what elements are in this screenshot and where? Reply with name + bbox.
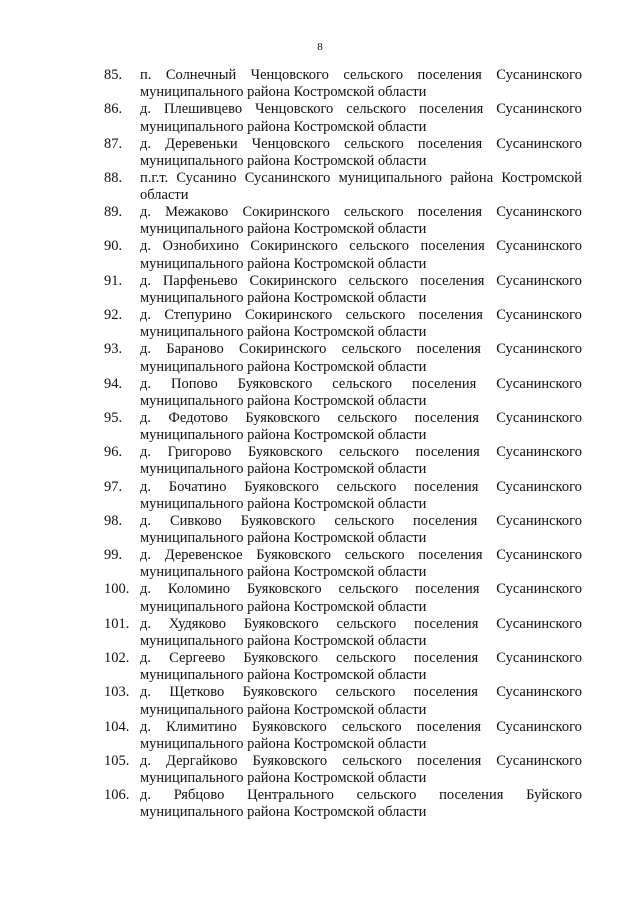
item-text-line-2: муниципального района Костромской области: [140, 701, 427, 718]
item-text-line-1: [140, 513, 582, 530]
word: Федотово: [168, 409, 228, 426]
item-text: [140, 616, 582, 650]
item-text-line-2: муниципального района Костромской области: [140, 530, 427, 547]
item-text-line-1: [140, 650, 582, 667]
item-text-line-2: муниципального района Костромской области: [140, 804, 427, 821]
list-item: [104, 101, 582, 135]
item-number: 94.: [104, 375, 123, 392]
word: Щетково: [169, 684, 225, 701]
item-text-line-1: [140, 479, 582, 496]
item-text: [140, 307, 582, 341]
word: Сусанинского: [496, 375, 582, 392]
word: Буяковского: [240, 512, 316, 529]
item-text-line-2: муниципального района Костромской области: [140, 289, 427, 306]
item-number: 104.: [104, 718, 130, 735]
word: Сусанинского: [496, 238, 582, 255]
list-item: [104, 204, 582, 238]
item-text-line-2: муниципального района Костромской области: [140, 221, 427, 238]
word: Сокиринского: [244, 307, 333, 324]
word: п.г.т.: [140, 169, 169, 186]
word: поселения: [417, 204, 483, 221]
item-text-line-1: [140, 273, 582, 290]
item-text-line-2: муниципального района Костромской области: [140, 667, 427, 684]
list-item: [104, 753, 582, 787]
list-item: [104, 136, 582, 170]
item-text-line-1: [140, 581, 582, 598]
word: д.: [140, 650, 152, 667]
word: Деревеньки: [165, 135, 238, 152]
item-text: [140, 341, 582, 375]
word: д.: [140, 512, 152, 529]
word: муниципального: [338, 169, 443, 186]
word: поселения: [413, 684, 478, 701]
word: Сусанинского: [496, 478, 582, 495]
item-text-line-2: муниципального района Костромской области: [140, 255, 427, 272]
item-text: [140, 410, 582, 444]
word: д.: [140, 684, 152, 701]
item-number: 88.: [104, 169, 123, 186]
item-text: [140, 547, 582, 581]
word: поселения: [420, 272, 485, 289]
word: поселения: [417, 67, 482, 83]
word: поселения: [418, 307, 483, 324]
word: Буяковского: [243, 650, 319, 667]
item-text: [140, 513, 582, 547]
page-number: 8: [317, 41, 323, 53]
word: поселения: [418, 101, 484, 118]
item-text-line-1: [140, 170, 582, 187]
word: Буяковского: [247, 444, 323, 461]
word: д.: [140, 101, 152, 118]
item-number: 87.: [104, 135, 123, 152]
item-number: 85.: [104, 67, 123, 83]
word: сельского: [345, 307, 406, 324]
item-text: [140, 67, 582, 101]
list-item: [104, 273, 582, 307]
item-text-line-1: [140, 67, 582, 84]
word: сельского: [348, 272, 409, 289]
item-text-line-2: муниципального района Костромской области: [140, 392, 427, 409]
item-text-line-2: муниципального района Костромской области: [140, 461, 427, 478]
item-text: [140, 238, 582, 272]
word: Коломино: [167, 581, 231, 598]
item-number: 99.: [104, 547, 123, 564]
word: поселения: [420, 238, 485, 255]
item-number: 97.: [104, 478, 123, 495]
item-number: 101.: [104, 615, 130, 632]
word: Сусанинского: [496, 272, 582, 289]
word: Степурино: [164, 307, 232, 324]
item-text: [140, 719, 582, 753]
word: д.: [140, 135, 152, 152]
word: д.: [140, 547, 152, 564]
item-text-line-2: муниципального района Костромской области: [140, 495, 427, 512]
item-number: 106.: [104, 787, 130, 804]
word: Попово: [170, 375, 218, 392]
word: поселения: [411, 375, 477, 392]
word: сельского: [336, 615, 397, 632]
word: Сокиринского: [239, 341, 327, 358]
item-number: 103.: [104, 684, 130, 701]
word: Сусанинского: [244, 169, 331, 186]
word: Буяковского: [242, 684, 318, 701]
word: сельского: [349, 238, 409, 255]
word: Сусанинского: [496, 752, 582, 769]
list-item: [104, 479, 582, 513]
item-text-line-2: муниципального района Костромской области: [140, 632, 427, 649]
word: Сусанинского: [496, 204, 582, 221]
word: поселения: [413, 512, 478, 529]
item-number: 91.: [104, 272, 123, 289]
item-text: [140, 204, 582, 238]
item-text-line-1: [140, 204, 582, 221]
word: сельского: [346, 101, 406, 118]
word: Бараново: [166, 341, 224, 358]
list-item: [104, 238, 582, 272]
word: сельского: [344, 135, 404, 152]
list-item: [104, 376, 582, 410]
word: Буяковского: [252, 752, 328, 769]
item-number: 105.: [104, 752, 130, 769]
list-item: [104, 547, 582, 581]
word: Межаково: [165, 204, 229, 221]
word: д.: [140, 341, 152, 358]
word: Сусанинского: [496, 718, 582, 735]
word: Сокиринского: [250, 238, 338, 255]
word: Ознобихино: [162, 238, 239, 255]
word: Сусанинского: [496, 341, 582, 358]
word: поселения: [417, 135, 483, 152]
word: Ченцовского: [250, 67, 329, 83]
item-text: [140, 101, 582, 135]
word: Солнечный: [165, 67, 237, 83]
word: сельского: [342, 752, 402, 769]
list-item: [104, 650, 582, 684]
word: д.: [140, 409, 152, 426]
word: Буяковского: [237, 375, 313, 392]
word: Парфеньево: [162, 272, 238, 289]
word: Сусанино: [176, 169, 237, 186]
word: Сусанинского: [496, 615, 582, 632]
word: д.: [140, 375, 152, 392]
item-number: 89.: [104, 204, 123, 221]
word: д.: [140, 204, 152, 221]
item-text-line-2: муниципального района Костромской области: [140, 358, 427, 375]
word: сельского: [339, 444, 399, 461]
word: Сусанинского: [496, 409, 582, 426]
item-text-line-2: муниципального района Костромской области: [140, 735, 427, 752]
word: поселения: [415, 581, 480, 598]
item-text: [140, 136, 582, 170]
item-text: [140, 273, 582, 307]
item-number: 98.: [104, 512, 123, 529]
item-text: [140, 650, 582, 684]
item-text-line-2: муниципального района Костромской области: [140, 84, 427, 101]
word: д.: [140, 307, 152, 324]
word: сельского: [336, 650, 396, 667]
word: д.: [140, 615, 152, 632]
item-number: 96.: [104, 444, 123, 461]
word: д.: [140, 787, 152, 804]
word: Сергеево: [169, 650, 226, 667]
word: Худяково: [168, 615, 227, 632]
word: сельского: [336, 478, 397, 495]
word: поселения: [416, 341, 481, 358]
word: Деревенское: [164, 547, 243, 564]
word: поселения: [439, 787, 504, 804]
item-number: 102.: [104, 650, 130, 667]
word: Климитино: [166, 718, 237, 735]
item-text-line-1: [140, 307, 582, 324]
item-number: 95.: [104, 409, 123, 426]
word: Буяковского: [245, 409, 321, 426]
word: Плешивцево: [163, 101, 243, 118]
item-text-line-2: муниципального района Костромской области: [140, 118, 427, 135]
item-number: 100.: [104, 581, 130, 598]
item-text-line-1: [140, 136, 582, 153]
word: Центрального: [247, 787, 334, 804]
word: Сусанинского: [496, 307, 582, 324]
word: Сусанинского: [496, 135, 582, 152]
word: д.: [140, 272, 152, 289]
word: Сусанинского: [496, 512, 582, 529]
word: Сусанинского: [496, 67, 582, 83]
word: поселения: [414, 615, 479, 632]
word: сельского: [332, 375, 393, 392]
word: Сусанинского: [496, 581, 582, 598]
word: поселения: [414, 478, 479, 495]
item-text-line-2: муниципального района Костромской области: [140, 598, 427, 615]
list-item: [104, 170, 582, 204]
word: сельского: [341, 718, 402, 735]
word: п.: [140, 67, 152, 83]
word: Костромской: [501, 169, 582, 186]
word: сельского: [343, 204, 404, 221]
item-text-line-1: [140, 547, 582, 564]
word: поселения: [413, 650, 479, 667]
item-text: [140, 479, 582, 513]
item-text: [140, 170, 582, 204]
item-text-line-1: [140, 719, 582, 736]
item-number: 90.: [104, 238, 123, 255]
item-text-line-1: [140, 376, 582, 393]
word: Сусанинского: [496, 444, 582, 461]
item-text: [140, 581, 582, 615]
word: сельского: [343, 67, 404, 83]
word: Сусанинского: [496, 684, 582, 701]
list-item: [104, 307, 582, 341]
word: Рябцово: [173, 787, 225, 804]
word: Бочатино: [168, 478, 227, 495]
word: сельского: [344, 547, 405, 564]
item-text-line-1: [140, 787, 582, 804]
list-item: [104, 67, 582, 101]
item-text: [140, 787, 582, 821]
list-item: [104, 410, 582, 444]
item-text: [140, 684, 582, 718]
word: д.: [140, 581, 152, 598]
word: Сусанинского: [496, 101, 582, 118]
list-item: [104, 581, 582, 615]
word: Григорово: [167, 444, 232, 461]
item-text: [140, 444, 582, 478]
item-text-line-1: [140, 410, 582, 427]
word: Буяковского: [246, 581, 322, 598]
item-text-line-2: области: [140, 187, 189, 204]
item-text-line-1: [140, 684, 582, 701]
word: сельского: [334, 512, 395, 529]
word: поселения: [415, 444, 480, 461]
word: Сивково: [169, 512, 222, 529]
word: Сусанинского: [496, 547, 582, 564]
word: д.: [140, 752, 152, 769]
word: Дергайково: [166, 752, 238, 769]
word: сельского: [337, 409, 398, 426]
word: поселения: [418, 547, 483, 564]
word: Ченцовского: [251, 135, 330, 152]
list-item: [104, 719, 582, 753]
item-text-line-1: [140, 341, 582, 358]
word: сельского: [338, 581, 399, 598]
item-text-line-1: [140, 238, 582, 255]
item-text-line-2: муниципального района Костромской области: [140, 427, 427, 444]
word: Буяковского: [256, 547, 331, 564]
item-text-line-1: [140, 101, 582, 118]
word: Сокиринского: [242, 204, 330, 221]
word: сельского: [341, 341, 402, 358]
item-text: [140, 753, 582, 787]
list-item: [104, 616, 582, 650]
word: Буяковского: [252, 718, 327, 735]
word: сельского: [356, 787, 417, 804]
word: Буйского: [526, 787, 582, 804]
list-item: [104, 684, 582, 718]
item-text-line-2: муниципального района Костромской области: [140, 324, 427, 341]
word: д.: [140, 444, 152, 461]
word: Сокиринского: [249, 272, 337, 289]
word: района: [450, 169, 494, 186]
item-number: 86.: [104, 101, 123, 118]
word: д.: [140, 478, 152, 495]
list-item: [104, 513, 582, 547]
item-text-line-1: [140, 616, 582, 633]
item-text-line-2: муниципального района Костромской области: [140, 564, 427, 581]
item-text: [140, 376, 582, 410]
word: Буяковского: [244, 478, 319, 495]
word: Ченцовского: [255, 101, 334, 118]
item-text-line-1: [140, 753, 582, 770]
word: сельского: [335, 684, 396, 701]
word: поселения: [416, 718, 482, 735]
list-item: [104, 341, 582, 375]
word: д.: [140, 718, 152, 735]
item-number: 92.: [104, 307, 123, 324]
item-text-line-1: [140, 444, 582, 461]
word: д.: [140, 238, 152, 255]
word: Буяковского: [243, 615, 319, 632]
list-item: [104, 787, 582, 821]
word: поселения: [416, 752, 482, 769]
item-number: 93.: [104, 341, 123, 358]
settlement-list: [104, 67, 582, 822]
item-text-line-2: муниципального района Костромской области: [140, 152, 427, 169]
word: поселения: [414, 409, 479, 426]
item-text-line-2: муниципального района Костромской области: [140, 770, 427, 787]
list-item: [104, 444, 582, 478]
word: Сусанинского: [496, 650, 582, 667]
